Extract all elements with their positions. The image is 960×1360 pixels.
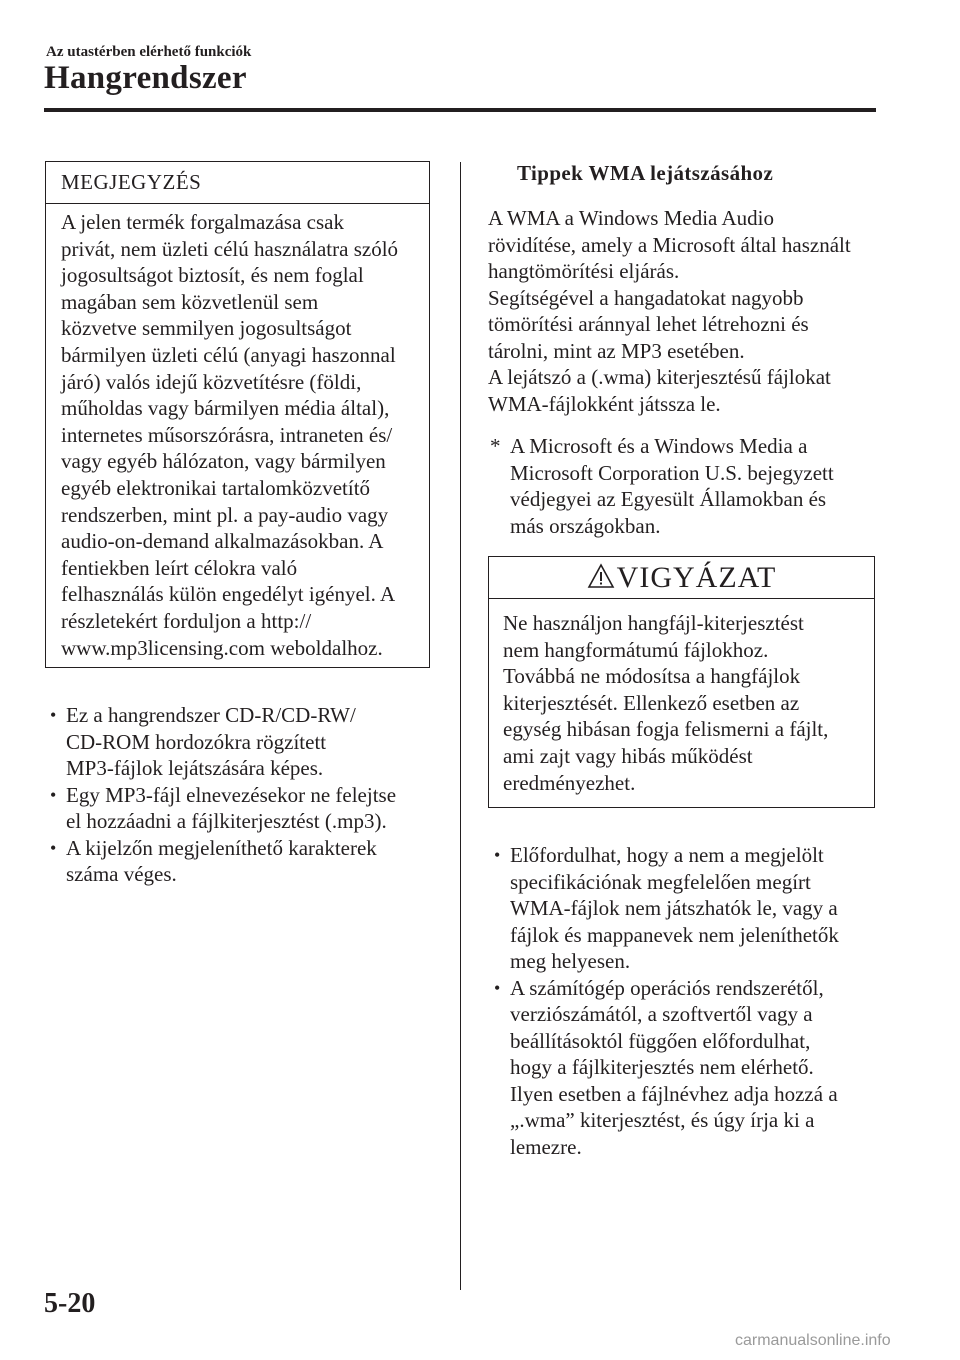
note-line: internetes műsorszórásra, intraneten és/ — [61, 422, 393, 447]
caution-line: Ne használjon hangfájl-kiterjesztést — [503, 611, 804, 635]
caution-line: eredményezhet. — [503, 770, 636, 795]
bullet-line: MP3-fájlok lejátszására képes. — [66, 756, 324, 780]
note-line: rendszerben, mint pl. a pay-audio vagy — [61, 502, 389, 527]
bullet-line: Előfordulhat, hogy a nem a megjelölt — [510, 843, 824, 867]
watermark: carmanualsonline.info — [735, 1332, 891, 1349]
note-line: bármilyen üzleti célú (anyagi haszonnal — [61, 342, 396, 367]
paragraph-line: Segítségével a hangadatokat nagyobb — [488, 285, 804, 310]
paragraph-line: A WMA a Windows Media Audio — [488, 206, 774, 230]
warning-triangle-icon — [587, 563, 615, 589]
bullet-line: Ez a hangrendszer CD-R/CD-RW/ — [66, 703, 356, 727]
paragraph-line: hangtömörítési eljárás. — [488, 259, 680, 283]
note-line: audio-on-demand alkalmazásokban. A — [61, 529, 384, 554]
note-line: jogosultságot biztosít, és nem foglal — [61, 263, 364, 288]
note-line: részletekért forduljon a http:// — [61, 608, 312, 633]
footnote-asterisk: * — [490, 434, 501, 458]
column-divider — [460, 162, 461, 1290]
bullet-line: specifikációnak megfelelően megírt — [510, 869, 811, 894]
note-line: privát, nem üzleti célú használatra szóló — [61, 236, 399, 261]
footnote-line: A Microsoft és a Windows Media a — [510, 434, 808, 458]
header-rule — [44, 108, 876, 112]
bullet-line: verziószámától, a szoftvertől vagy a — [510, 1002, 813, 1026]
bullet-line: el hozzáadni a fájlkiterjesztést (.mp3). — [66, 809, 387, 833]
trademark-footnote — [490, 433, 834, 539]
footnote-line: más országokban. — [510, 513, 661, 538]
note-line: magában sem közvetlenül sem — [61, 289, 319, 314]
bullet-line: lemezre. — [510, 1134, 582, 1159]
caution-title: VIGYÁZAT — [616, 560, 777, 594]
paragraph-line: A lejátszó a (.wma) kiterjesztésű fájlokat — [488, 365, 831, 389]
bullet-line: A számítógép operációs rendszerétől, — [510, 975, 824, 1000]
note-title: MEGJEGYZÉS — [46, 162, 429, 204]
note-line: fentiekben leírt célokra való — [61, 555, 298, 580]
paragraph-line: rövidítése, amely a Microsoft által használt — [488, 232, 851, 257]
note-line: www.mp3licensing.com weboldalhoz. — [61, 635, 383, 660]
bullet-dot-icon: • — [50, 837, 57, 858]
bullet-line: hogy a fájlkiterjesztés nem elérhető. — [510, 1055, 814, 1079]
right-bullet-list — [490, 842, 875, 1160]
bullet-line: beállításoktól függően előfordulhat, — [510, 1028, 811, 1053]
bullet-line: WMA-fájlok nem játszhatók le, vagy a — [510, 896, 838, 920]
footnote-line: védjegyei az Egyesült Államokban és — [510, 487, 827, 511]
bullet-line: fájlok és mappanevek nem jeleníthetők — [510, 922, 839, 947]
bullet-line: A kijelzőn megjeleníthető karakterek — [66, 835, 377, 860]
note-line: A jelen termék forgalmazása csak — [61, 210, 344, 234]
caution-line: ami zajt vagy hibás működést — [503, 743, 753, 768]
caution-line: nem hangformátumú fájlokhoz. — [503, 637, 769, 662]
bullet-item — [490, 975, 875, 1161]
footnote-line: Microsoft Corporation U.S. bejegyzett — [510, 460, 834, 485]
paragraph-line: WMA-fájlokként játssza le. — [488, 391, 721, 416]
bullet-dot-icon: • — [50, 705, 57, 725]
note-line: műholdas vagy bármilyen média által), — [61, 396, 390, 421]
caution-box — [488, 556, 875, 808]
note-box — [45, 161, 430, 668]
wma-heading: Tippek WMA lejátszásához — [517, 161, 774, 185]
bullet-dot-icon: • — [50, 784, 57, 805]
note-body — [46, 204, 429, 661]
chapter-title: Hangrendszer — [44, 60, 247, 96]
note-line: vagy egyéb hálózaton, vagy bármilyen — [61, 449, 386, 474]
caution-header — [489, 557, 874, 599]
bullet-line: CD-ROM hordozókra rögzített — [66, 729, 327, 754]
caution-line: kiterjesztését. Ellenkező esetben az — [503, 690, 800, 715]
bullet-line: Egy MP3-fájl elnevezésekor ne felejtse — [66, 782, 397, 807]
bullet-line: meg helyesen. — [510, 949, 631, 973]
bullet-line: Ilyen esetben a fájlnévhez adja hozzá a — [510, 1081, 838, 1106]
bullet-item — [490, 842, 875, 975]
left-bullet-list — [46, 702, 446, 888]
bullet-dot-icon: • — [494, 845, 501, 865]
bullet-item — [46, 782, 446, 835]
bullet-line: száma véges. — [66, 862, 177, 886]
wma-paragraph — [488, 205, 851, 417]
caution-line: Továbbá ne módosítsa a hangfájlok — [503, 664, 801, 689]
page-number: 5-20 — [44, 1288, 96, 1319]
caution-line: egység hibásan fogja felismerni a fájlt, — [503, 717, 829, 742]
paragraph-line: tömörítési aránnyal lehet létrehozni és — [488, 312, 809, 336]
caution-body — [489, 599, 874, 796]
bullet-item — [46, 702, 446, 782]
bullet-line: „.wma” kiterjesztést, és úgy írja ki a — [510, 1108, 815, 1132]
bullet-item — [46, 835, 446, 888]
bullet-dot-icon: • — [494, 977, 501, 998]
section-label: Az utastérben elérhető funkciók — [46, 44, 252, 60]
note-line: járó) valós idejű közvetítésre (földi, — [61, 369, 362, 394]
note-line: közvetve semmilyen jogosultságot — [61, 316, 352, 341]
note-line: felhasználás külön engedélyt igényel. A — [61, 582, 396, 607]
note-line: egyéb elektronikai tartalomközvetítő — [61, 475, 371, 500]
paragraph-line: tárolni, mint az MP3 esetében. — [488, 338, 745, 363]
